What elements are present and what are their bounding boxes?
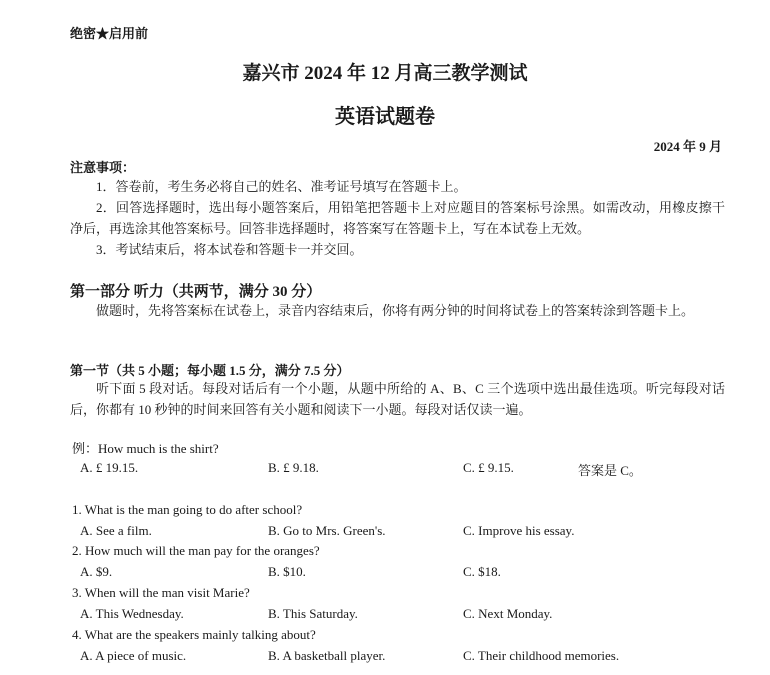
question-1: 1. What is the man going to do after school? <box>72 502 303 517</box>
question-2: 2. How much will the man pay for the oranges? <box>72 543 320 558</box>
section1-heading: 第一节（共 5 小题；每小题 1.5 分，满分 7.5 分） <box>70 363 350 378</box>
exam-date: 2024 年 9 月 <box>653 139 722 154</box>
example-option-a: A. £ 19.15. <box>80 460 139 475</box>
part1-heading: 第一部分 听力（共两节，满分 30 分） <box>70 284 322 300</box>
q1-option-b: B. Go to Mrs. Green's. <box>268 523 386 538</box>
note-item-2: 2．回答选择题时，选出每小题答案后，用铅笔把答题卡上对应题目的答案标号涂黑。如需改动，用橡皮擦干净后，再选涂其他答案标号。回答非选择题时，将答案写在答题卡上，写在本试卷上无效。 <box>70 200 725 236</box>
note-item-3: 3．考试结束后，将本试卷和答题卡一并交回。 <box>96 242 363 257</box>
example-option-b: B. £ 9.18. <box>268 460 319 475</box>
exam-subtitle: 英语试题卷 <box>335 106 435 128</box>
q4-option-b: B. A basketball player. <box>268 648 386 663</box>
q2-option-a: A. $9. <box>80 564 113 579</box>
q1-option-c: C. Improve his essay. <box>463 523 575 538</box>
question-4: 4. What are the speakers mainly talking about? <box>72 627 316 642</box>
notes-heading: 注意事项： <box>70 160 136 175</box>
exam-title: 嘉兴市 2024 年 12 月高三教学测试 <box>242 63 528 84</box>
q4-option-a: A. A piece of music. <box>80 648 187 663</box>
section1-instruction: 听下面 5 段对话。每段对话后有一个小题，从题中所给的 A、B、C 三个选项中选出最佳选项。听完每段对话后，你都有 10 秒钟的时间来回答有关小题和阅读下一小题。每段对话仅读一遍。 <box>70 381 725 417</box>
example-option-c: C. £ 9.15. <box>463 460 514 475</box>
question-3: 3. When will the man visit Marie? <box>72 585 250 600</box>
q2-option-b: B. $10. <box>268 564 306 579</box>
example-question: 例：How much is the shirt? <box>72 441 219 456</box>
note-item-1: 1．答卷前，考生务必将自己的姓名、准考证号填写在答题卡上。 <box>96 179 467 194</box>
q3-option-c: C. Next Monday. <box>463 606 553 621</box>
example-answer: 答案是 C。 <box>578 463 642 478</box>
q4-option-c: C. Their childhood memories. <box>463 648 620 663</box>
q3-option-a: A. This Wednesday. <box>80 606 184 621</box>
q2-option-c: C. $18. <box>463 564 501 579</box>
confidential-label: 绝密★启用前 <box>70 26 149 41</box>
q1-option-a: A. See a film. <box>80 523 152 538</box>
part1-instruction: 做题时，先将答案标在试卷上，录音内容结束后，你将有两分钟的时间将试卷上的答案转涂到答题卡上。 <box>96 303 695 318</box>
q3-option-b: B. This Saturday. <box>268 606 358 621</box>
